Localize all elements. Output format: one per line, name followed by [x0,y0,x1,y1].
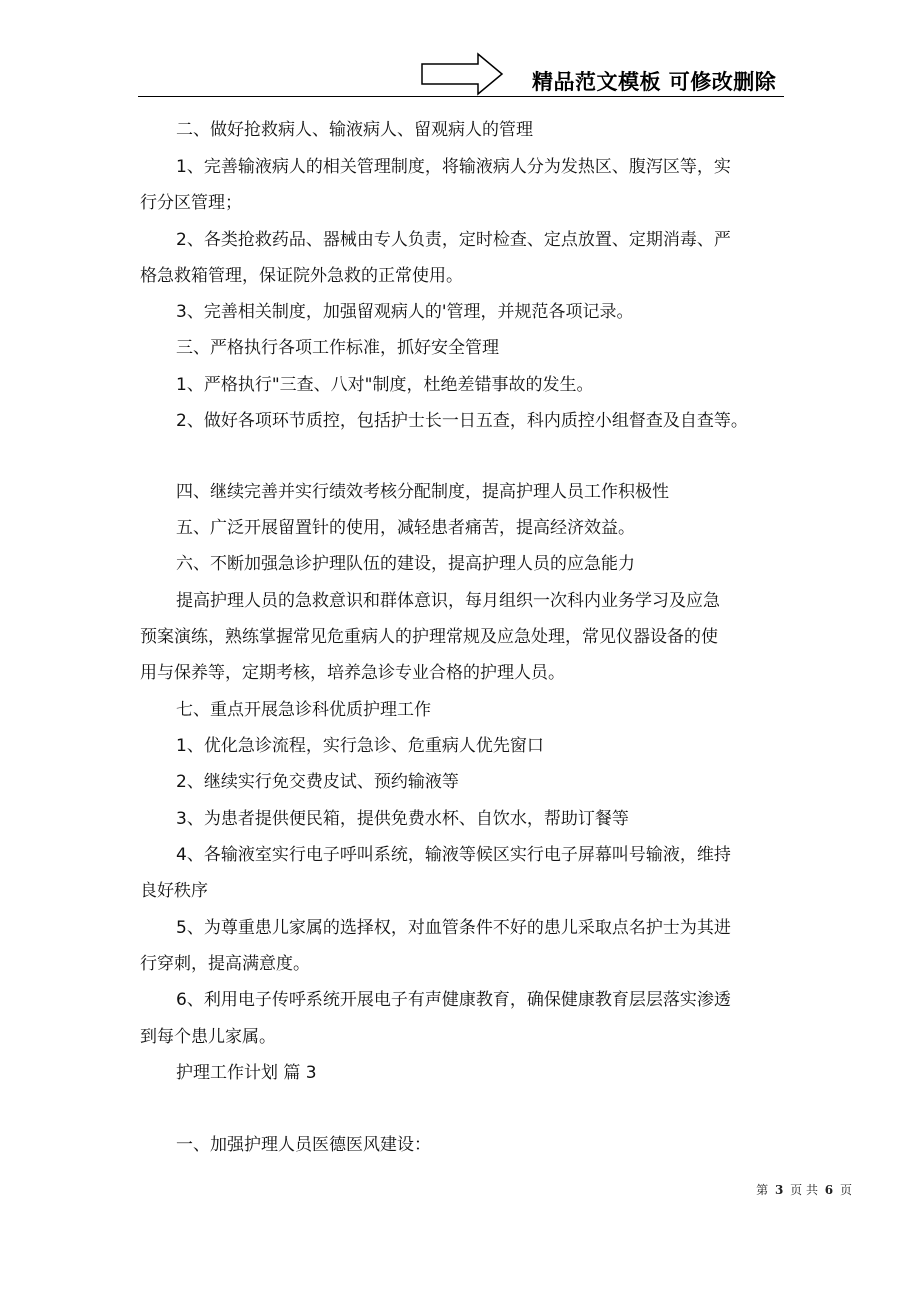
paragraph-line: 格急救箱管理，保证院外急救的正常使用。 [140,266,463,286]
paragraph-line: 用与保养等，定期考核，培养急诊专业合格的护理人员。 [140,663,565,683]
paragraph-line: 2、各类抢救药品、器械由专人负责，定时检查、定点放置、定期消毒、严 [176,230,731,250]
paragraph-line: 提高护理人员的急救意识和群体意识，每月组织一次科内业务学习及应急 [176,591,720,611]
section-heading-7: 七、重点开展急诊科优质护理工作 [176,700,431,720]
paragraph-line: 良好秩序 [140,881,208,901]
section-heading-4: 四、继续完善并实行绩效考核分配制度，提高护理人员工作积极性 [176,482,669,502]
arrow-icon [420,52,504,96]
paragraph-line: 5、为尊重患儿家属的选择权，对血管条件不好的患儿采取点名护士为其进 [176,918,731,938]
paragraph-line: 1、优化急诊流程，实行急诊、危重病人优先窗口 [176,736,544,756]
section-heading-5: 五、广泛开展留置针的使用，减轻患者痛苦，提高经济效益。 [176,518,635,538]
paragraph-line: 4、各输液室实行电子呼叫系统，输液等候区实行电子屏幕叫号输液，维持 [176,845,731,865]
article-subtitle: 护理工作计划 篇 3 [176,1063,317,1083]
section-heading-6: 六、不断加强急诊护理队伍的建设，提高护理人员的应急能力 [176,554,635,574]
paragraph-line: 到每个患儿家属。 [140,1027,276,1047]
paragraph-line: 1、严格执行"三查、八对"制度，杜绝差错事故的发生。 [176,375,594,395]
paragraph-line: 1、完善输液病人的相关管理制度，将输液病人分为发热区、腹泻区等，实 [176,157,731,177]
paragraph-line: 3、为患者提供便民箱，提供免费水杯、自饮水，帮助订餐等 [176,809,629,829]
paragraph-line: 预案演练，熟练掌握常见危重病人的护理常规及应急处理，常见仪器设备的使 [140,627,718,647]
section-heading-1: 一、加强护理人员医德医风建设： [176,1135,431,1155]
total-pages: 6 [824,1183,834,1197]
section-heading-3: 三、严格执行各项工作标准，抓好安全管理 [176,338,499,358]
header-divider [138,96,784,97]
paragraph-line: 2、继续实行免交费皮试、预约输液等 [176,772,459,792]
paragraph-line: 2、做好各项环节质控，包括护士长一日五查，科内质控小组督查及自查等。 [176,411,748,431]
paragraph-line: 3、完善相关制度，加强留观病人的'管理，并规范各项记录。 [176,302,634,322]
paragraph-line: 6、利用电子传呼系统开展电子有声健康教育，确保健康教育层层落实渗透 [176,990,731,1010]
footer-prefix: 第 [756,1183,769,1197]
footer-mid: 页 共 [790,1183,818,1197]
paragraph-line: 行穿刺，提高满意度。 [140,954,310,974]
section-heading-2: 二、做好抢救病人、输液病人、留观病人的管理 [176,120,533,140]
footer-suffix: 页 [839,1183,852,1197]
paragraph-line: 行分区管理； [140,193,242,213]
header-title: 精品范文模板 可修改删除 [532,70,777,94]
current-page: 3 [774,1183,784,1197]
page-number [756,1181,852,1198]
